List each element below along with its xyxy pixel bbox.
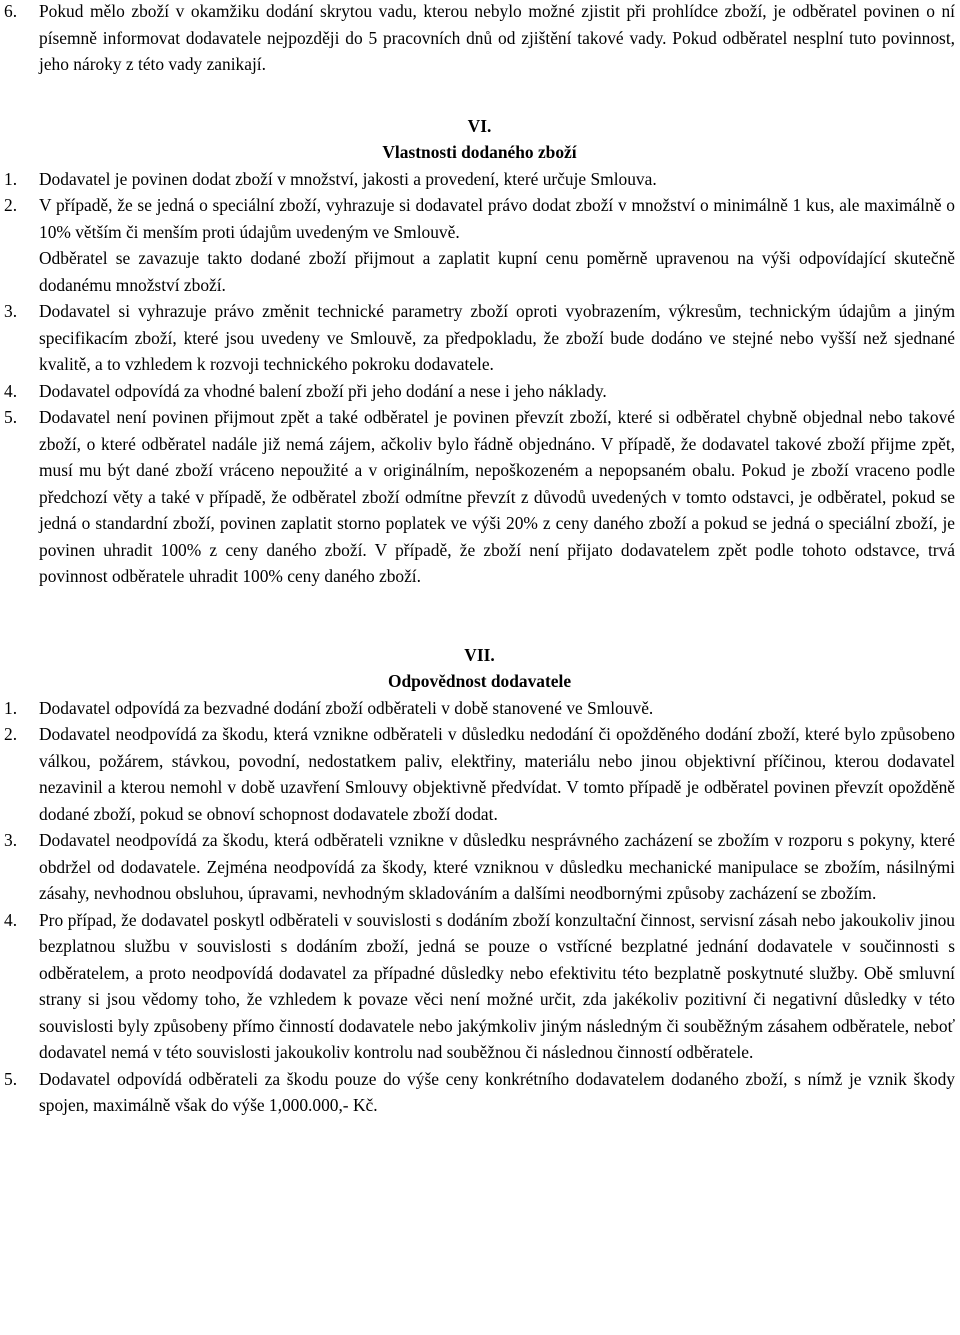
clause-text: Dodavatel odpovídá za vhodné balení zboží při jeho dodání a nese i jeho náklady. [39, 380, 607, 401]
clause-text: Dodavatel neodpovídá za škodu, která odběrateli vznikne v důsledku nesprávného zacházení se zbožím v rozporu s pokyny, které obdržel od dodavatele. Zejména neodpovídá za škody, které vzniknou v důsledku mechanické manipulace se zbožím, násilnými zásahy, nevhodnou obsluhou, úpravami, nevhodným skladováním a dalšími neodbornými způsoby zacházení se zbožím. [39, 830, 955, 903]
clause-number: 3. [4, 301, 18, 321]
clause-text: Dodavatel neodpovídá za škodu, která vznikne odběrateli v důsledku nedodání či opožděného dodání zboží, které bylo způsobeno válkou, požárem, stávkou, povodní, nedostatkem paliv, elektřiny, materiálu nebo jinou objektivní příčinou, kterou dodavatel nezavinil a kterou nemohl v době uzavření Smlouvy objektivně předvídat. V tomto případě je odběratel povinen převzít opožděně dodané zboží, pokud se obnoví schopnost dodavatele zboží dodat. [39, 724, 955, 824]
spacer [4, 78, 955, 113]
clause-vi-2 [4, 192, 955, 245]
section-vi-title: Vlastnosti dodaného zboží [382, 142, 577, 162]
clause-vi-3 [4, 298, 955, 378]
clause-text: Dodavatel není povinen přijmout zpět a také odběratel je povinen převzít zboží, které si odběratel chybně objednal nebo takové zboží, o které odběratel nadále již nemá zájem, ačkoliv bylo řádně objednáno. V případě, že dodavatel takové zboží přijme zpět, musí mu být dané zboží vráceno nepoužité a v originálním, nepoškozeném a nepopsaném obalu. Pokud je zboží vraceno podle předchozí věty a také v případě, že odběratel zboží odmítne převzít z důvodů uvedených v tomto odstavci, je odběratel, pokud se jedná o standardní zboží, povinen zaplatit storno poplatek ve výši 20% z ceny daného zboží a pokud se jedná o speciální zboží, je povinen uhradit 100% z ceny daného zboží. V případě, že zboží není přijato dodavatelem zpět podle tohoto odstavce, trvá povinnost odběratele uhradit 100% ceny daného zboží. [39, 407, 955, 586]
clause-vi-2-continuation: Odběratel se zavazuje takto dodané zboží přijmout a zaplatit kupní cenu poměrně upravenou na výši odpovídající skutečně dodanému množství zboží. [39, 248, 955, 295]
clause-number: 5. [4, 1068, 18, 1089]
clause-number: 5. [4, 407, 18, 427]
clause-number: 2. [4, 195, 18, 215]
clause-number: 4. [4, 909, 18, 930]
clause-v-6 [4, 0, 955, 78]
section-vii-number: VII. [464, 644, 495, 665]
clause-number: 2. [4, 724, 18, 744]
clause-text: Pokud mělo zboží v okamžiku dodání skrytou vadu, kterou nebylo možné zjistit při prohlídce zboží, je odběratel povinen o ní písemně informovat dodavatele nejpozději do 5 pracovních dnů od zjištění takové vady. Pokud odběratel nesplní tuto povinnost, jeho nároky z této vady zanikají. [39, 1, 955, 74]
clause-text: V případě, že se jedná o speciální zboží, vyhrazuje si dodavatel právo dodat zboží v množství o minimálně 1 kus, ale maximálně o 10% větším či menším proti údajům uvedeným ve Smlouvě. [39, 195, 955, 242]
clause-vi-5 [4, 404, 955, 590]
clause-vii-4 [4, 907, 955, 1066]
clause-vi-1 [4, 166, 955, 193]
clause-number: 4. [4, 380, 18, 401]
section-vi-number: VI. [467, 115, 492, 136]
clause-vii-5 [4, 1066, 955, 1119]
clause-text: Dodavatel odpovídá odběrateli za škodu pouze do výše ceny konkrétního dodavatelem dodaného zboží, s nímž je vznik škody spojen, maximálně však do výše 1,000.000,- Kč. [39, 1068, 955, 1115]
spacer [4, 590, 955, 642]
clause-number: 6. [4, 1, 18, 21]
clause-number: 3. [4, 830, 18, 850]
clause-vii-3 [4, 827, 955, 907]
clause-vi-4 [4, 378, 955, 405]
clause-number: 1. [4, 168, 18, 189]
clause-vii-2 [4, 721, 955, 827]
clause-vii-1 [4, 695, 955, 722]
clause-text: Dodavatel odpovídá za bezvadné dodání zboží odběrateli v době stanovené ve Smlouvě. [39, 697, 654, 718]
section-vii-title: Odpovědnost dodavatele [387, 671, 572, 691]
clause-text: Dodavatel si vyhrazuje právo změnit technické parametry zboží oproti vyobrazením, výkresům, technickým údajům a jiným specifikacím zboží, které jsou uvedeny ve Smlouvě, za předpokladu, že zboží bude dodáno ve stejné nebo vyšší než sjednané kvalitě, a to vzhledem k rozvoji technického pokroku dodavatele. [39, 301, 955, 374]
clause-number: 1. [4, 697, 18, 718]
clause-text: Dodavatel je povinen dodat zboží v množství, jakosti a provedení, které určuje Smlouva. [39, 168, 657, 189]
clause-text: Pro případ, že dodavatel poskytl odběrateli v souvislosti s dodáním zboží konzultační činnost, servisní zásah nebo jakoukoliv jinou bezplatnou službu v souvislosti s dodáním zboží, jedná se pouze o vstřícné bezplatné jednání dodavatele v součinnosti s odběratelem, a proto neodpovídá dodavatel za případné důsledky nebo efektivitu této bezplatně poskytnuté služby. Obě smluvní strany si jsou vědomy toho, že vzhledem k povaze věci není možné určit, zda jakékoliv pozitivní či negativní důsledky v této souvislosti byly způsobeny přímo činností dodavatele nebo jakýmkoliv jiným následným či souběžným zásahem odběratele, neboť dodavatel nemá v této souvislosti jakoukoliv kontrolu nad souběžnou či následnou činností odběratele. [39, 909, 955, 1062]
